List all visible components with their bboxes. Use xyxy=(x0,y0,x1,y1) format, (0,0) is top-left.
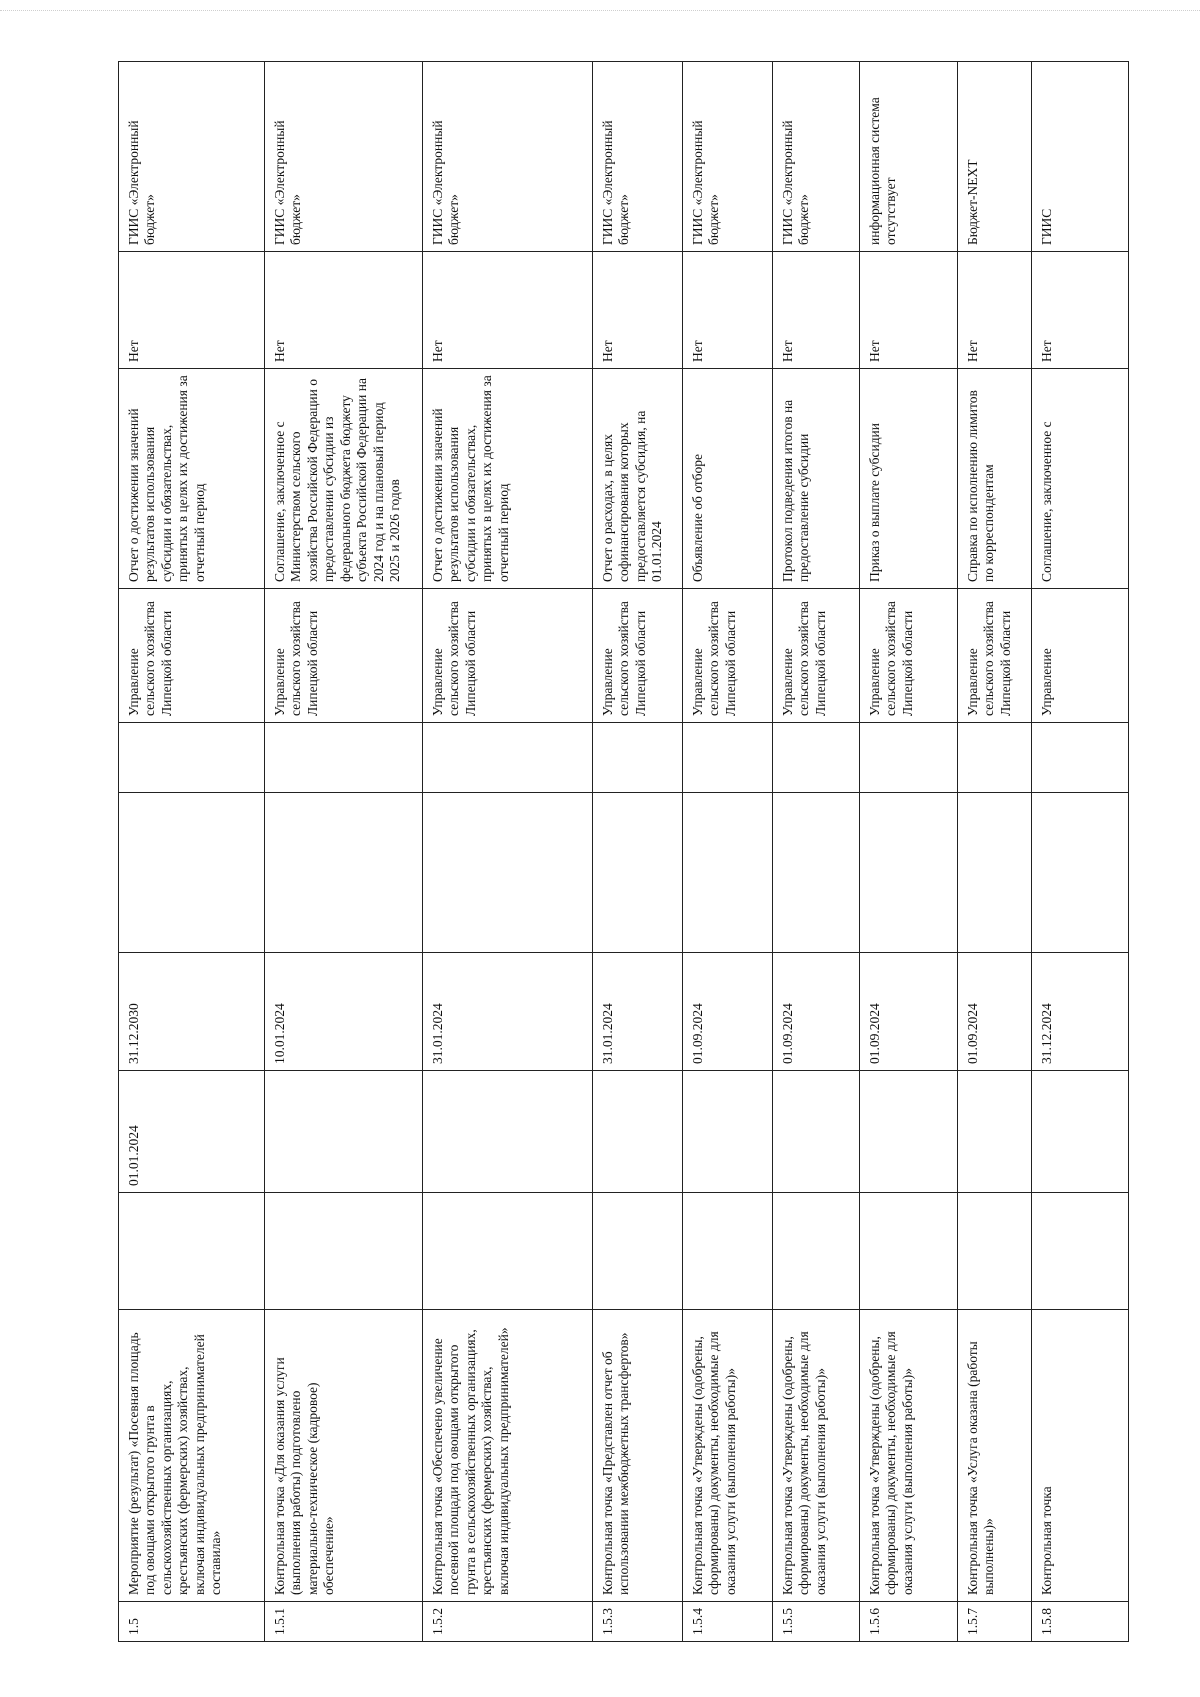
row-name: Контрольная точка «Утверждены (одобрены, сформированы) документы, необходимые для оказания услуги (выполнения работы)» xyxy=(860,1310,958,1602)
row-name: Контрольная точка «Услуга оказана (работы выполнены)» xyxy=(958,1310,1032,1602)
row-document: Отчет о достижении значений результатов использования субсидии и обязательствах, принятых в целях их достижения за отчетный период xyxy=(119,369,265,589)
row-col6 xyxy=(593,793,683,953)
row-system: ГИИС «Электронный бюджет» xyxy=(265,62,423,252)
row-document: Соглашение, заключенное с Министерством сельского хозяйства Российской Федерации о предоставлении субсидии из федерального бюджета бюджету субъекта Российской Федерации на 2024 год и на плановый период 2025 и 2026 годов xyxy=(265,369,423,589)
row-start-date xyxy=(773,1071,860,1193)
row-name: Контрольная точка «Утверждены (одобрены, сформированы) документы, необходимые для оказания услуги (выполнения работы)» xyxy=(773,1310,860,1602)
row-number: 1.5.2 xyxy=(423,1602,593,1642)
row-end-date: 31.12.2024 xyxy=(1032,953,1129,1071)
table-row xyxy=(683,62,773,1642)
row-responsible: Управление сельского хозяйства Липецкой области xyxy=(958,589,1032,723)
row-col3 xyxy=(860,1193,958,1310)
row-number: 1.5.6 xyxy=(860,1602,958,1642)
row-flag: Нет xyxy=(423,252,593,369)
row-col7 xyxy=(860,723,958,793)
row-start-date xyxy=(860,1071,958,1193)
row-flag: Нет xyxy=(265,252,423,369)
row-document: Отчет о расходах, в целях софинансирования которых предоставляется субсидия, на 01.01.2024 xyxy=(593,369,683,589)
row-col7 xyxy=(958,723,1032,793)
row-col7 xyxy=(683,723,773,793)
row-col7 xyxy=(119,723,265,793)
row-col3 xyxy=(119,1193,265,1310)
table-row xyxy=(265,62,423,1642)
row-col3 xyxy=(773,1193,860,1310)
row-end-date: 10.01.2024 xyxy=(265,953,423,1071)
row-col7 xyxy=(773,723,860,793)
control-points-table xyxy=(118,61,1129,1642)
row-name: Контрольная точка «Представлен отчет об использовании межбюджетных трансфертов» xyxy=(593,1310,683,1602)
row-col7 xyxy=(1032,723,1129,793)
row-number: 1.5.5 xyxy=(773,1602,860,1642)
row-system: ГИИС «Электронный бюджет» xyxy=(773,62,860,252)
row-col6 xyxy=(119,793,265,953)
row-col6 xyxy=(773,793,860,953)
rotated-table-wrapper xyxy=(118,62,1128,1642)
row-col3 xyxy=(593,1193,683,1310)
table-row xyxy=(860,62,958,1642)
table-row xyxy=(593,62,683,1642)
row-end-date: 01.09.2024 xyxy=(958,953,1032,1071)
row-system: ГИИС «Электронный бюджет» xyxy=(423,62,593,252)
row-end-date: 01.09.2024 xyxy=(773,953,860,1071)
row-document: Объявление об отборе xyxy=(683,369,773,589)
row-end-date: 31.01.2024 xyxy=(423,953,593,1071)
row-system: ГИИС «Электронный бюджет» xyxy=(119,62,265,252)
table-row xyxy=(423,62,593,1642)
row-flag: Нет xyxy=(119,252,265,369)
row-responsible: Управление сельского хозяйства Липецкой области xyxy=(593,589,683,723)
row-col3 xyxy=(958,1193,1032,1310)
table-row xyxy=(1032,62,1129,1642)
row-number: 1.5.4 xyxy=(683,1602,773,1642)
row-col7 xyxy=(265,723,423,793)
row-col3 xyxy=(683,1193,773,1310)
row-end-date: 01.09.2024 xyxy=(683,953,773,1071)
row-end-date: 31.01.2024 xyxy=(593,953,683,1071)
row-document: Протокол подведения итогов на предоставление субсидии xyxy=(773,369,860,589)
row-system: Бюджет-NEXT xyxy=(958,62,1032,252)
row-col6 xyxy=(423,793,593,953)
row-responsible: Управление сельского хозяйства Липецкой области xyxy=(119,589,265,723)
table-row xyxy=(773,62,860,1642)
scan-edge-line xyxy=(0,10,1200,11)
row-start-date xyxy=(265,1071,423,1193)
row-flag: Нет xyxy=(773,252,860,369)
row-responsible: Управление сельского хозяйства Липецкой области xyxy=(423,589,593,723)
row-end-date: 31.12.2030 xyxy=(119,953,265,1071)
row-col6 xyxy=(683,793,773,953)
row-col7 xyxy=(423,723,593,793)
row-number: 1.5 xyxy=(119,1602,265,1642)
row-flag: Нет xyxy=(683,252,773,369)
row-responsible: Управление сельского хозяйства Липецкой области xyxy=(773,589,860,723)
row-col6 xyxy=(958,793,1032,953)
row-document: Справка по исполнению лимитов по корреспондентам xyxy=(958,369,1032,589)
row-end-date: 01.09.2024 xyxy=(860,953,958,1071)
row-name: Контрольная точка «Утверждены (одобрены, сформированы) документы, необходимые для оказания услуги (выполнения работы)» xyxy=(683,1310,773,1602)
row-number: 1.5.1 xyxy=(265,1602,423,1642)
row-document: Приказ о выплате субсидии xyxy=(860,369,958,589)
row-col3 xyxy=(1032,1193,1129,1310)
row-col3 xyxy=(423,1193,593,1310)
row-number: 1.5.3 xyxy=(593,1602,683,1642)
row-system: информационная система отсутствует xyxy=(860,62,958,252)
row-col6 xyxy=(860,793,958,953)
row-system: ГИИС «Электронный бюджет» xyxy=(683,62,773,252)
row-name: Контрольная точка «Для оказания услуги (выполнения работы) подготовлено материально-техническое (кадровое) обеспечение» xyxy=(265,1310,423,1602)
row-document: Соглашение, заключенное с xyxy=(1032,369,1129,589)
row-responsible: Управление сельского хозяйства Липецкой области xyxy=(265,589,423,723)
row-name: Мероприятие (результат) «Посевная площадь под овощами открытого грунта в сельскохозяйственных организациях, крестьянских (фермерских) хозяйствах, включая индивидуальных предпринимателей составила» xyxy=(119,1310,265,1602)
row-flag: Нет xyxy=(860,252,958,369)
row-start-date xyxy=(593,1071,683,1193)
row-col3 xyxy=(265,1193,423,1310)
row-flag: Нет xyxy=(1032,252,1129,369)
row-start-date xyxy=(958,1071,1032,1193)
row-col6 xyxy=(1032,793,1129,953)
row-col6 xyxy=(265,793,423,953)
table-row xyxy=(119,62,265,1642)
row-start-date: 01.01.2024 xyxy=(119,1071,265,1193)
row-flag: Нет xyxy=(593,252,683,369)
row-name: Контрольная точка «Обеспечено увеличение посевной площади под овощами открытого грунта в сельскохозяйственных организациях, крестьянских (фермерских) хозяйствах, включая индивидуальных предпринимателей» xyxy=(423,1310,593,1602)
row-system: ГИИС «Электронный бюджет» xyxy=(593,62,683,252)
row-col7 xyxy=(593,723,683,793)
row-document: Отчет о достижении значений результатов использования субсидии и обязательствах, принятых в целях их достижения за отчетный период xyxy=(423,369,593,589)
row-system: ГИИС xyxy=(1032,62,1129,252)
row-number: 1.5.8 xyxy=(1032,1602,1129,1642)
row-start-date xyxy=(1032,1071,1129,1193)
row-name: Контрольная точка xyxy=(1032,1310,1129,1602)
table-row xyxy=(958,62,1032,1642)
row-responsible: Управление сельского хозяйства Липецкой области xyxy=(683,589,773,723)
row-responsible: Управление сельского хозяйства Липецкой области xyxy=(860,589,958,723)
row-start-date xyxy=(423,1071,593,1193)
row-flag: Нет xyxy=(958,252,1032,369)
row-responsible: Управление xyxy=(1032,589,1129,723)
row-number: 1.5.7 xyxy=(958,1602,1032,1642)
row-start-date xyxy=(683,1071,773,1193)
